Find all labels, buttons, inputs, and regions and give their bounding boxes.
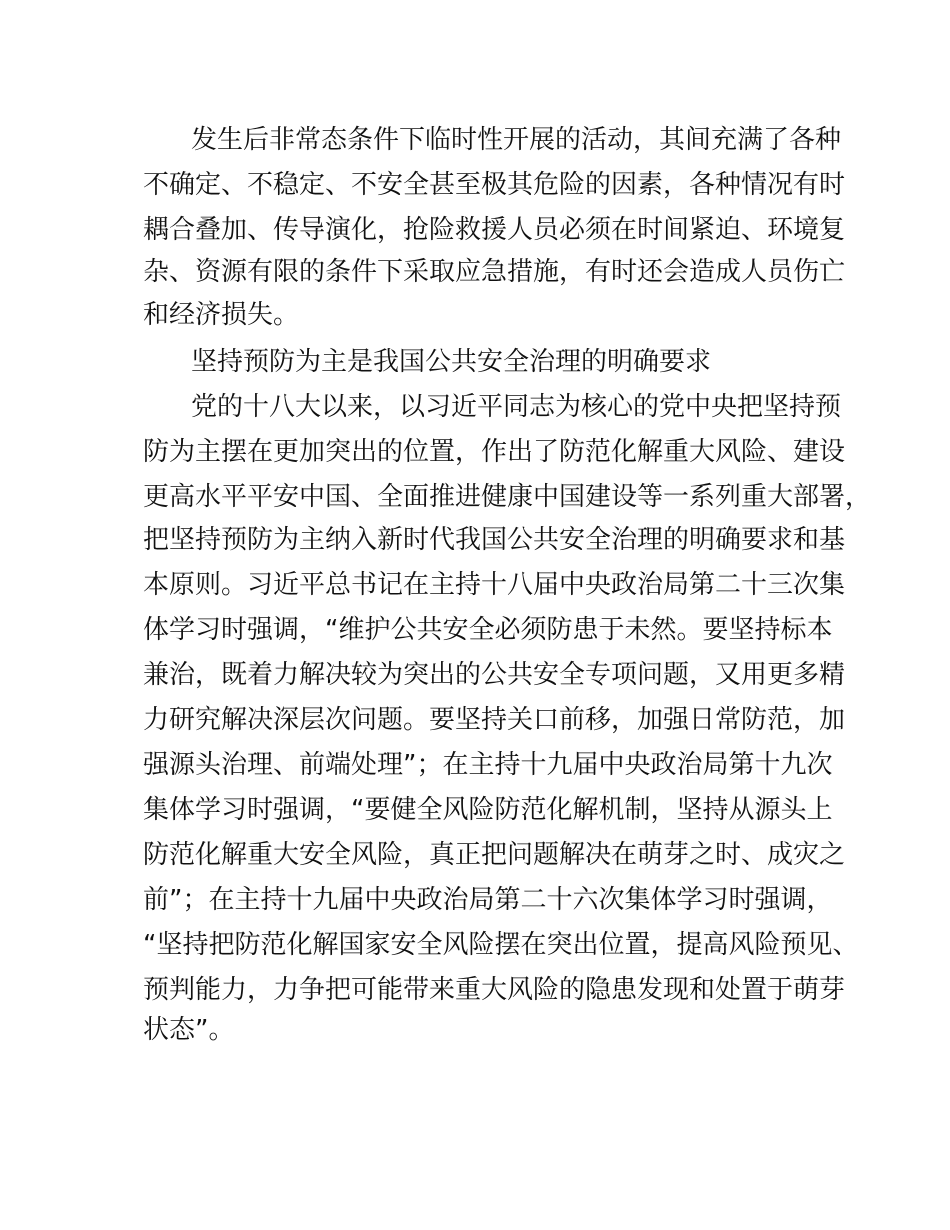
text-line: 更高水平平安中国、全面推进健康中国建设等一系列重大部署， <box>143 482 872 512</box>
text-line: 把坚持预防为主纳入新时代我国公共安全治理的明确要求和基 <box>143 525 846 555</box>
text-line: 党的十八大以来，以习近平同志为核心的党中央把坚持预 <box>191 392 842 422</box>
text-line: “坚持把防范化解国家安全风险摆在突出位置，提高风险预见、 <box>143 930 859 960</box>
text-line: 集体学习时强调，“要健全风险防范化解机制，坚持从源头上 <box>143 795 833 825</box>
text-line: 杂、资源有限的条件下采取应急措施，有时还会造成人员伤亡 <box>143 257 846 287</box>
section-heading: 坚持预防为主是我国公共安全治理的明确要求 <box>191 347 712 377</box>
text-line: 和经济损失。 <box>143 300 300 330</box>
text-line: 耦合叠加、传导演化，抢险救援人员必须在时间紧迫、环境复 <box>143 215 846 245</box>
text-line: 防为主摆在更加突出的位置，作出了防范化解重大风险、建设 <box>143 437 846 467</box>
text-line: 前”；在主持十九届中央政治局第二十六次集体学习时强调， <box>143 885 833 915</box>
text-line: 状态”。 <box>143 1015 235 1045</box>
text-line: 强源头治理、前端处理”；在主持十九届中央政治局第十九次 <box>143 750 833 780</box>
text-line: 力研究解决深层次问题。要坚持关口前移，加强日常防范，加 <box>143 705 846 735</box>
text-line: 不确定、不稳定、不安全甚至极其危险的因素，各种情况有时 <box>143 170 846 200</box>
text-line: 发生后非常态条件下临时性开展的活动，其间充满了各种 <box>191 125 842 155</box>
text-line: 兼治，既着力解决较为突出的公共安全专项问题，又用更多精 <box>143 660 846 690</box>
text-line: 预判能力，力争把可能带来重大风险的隐患发现和处置于萌芽 <box>143 975 846 1005</box>
text-line: 本原则。习近平总书记在主持十八届中央政治局第二十三次集 <box>143 570 846 600</box>
text-line: 防范化解重大安全风险，真正把问题解决在萌芽之时、成灾之 <box>143 840 846 870</box>
text-line: 体学习时强调，“维护公共安全必须防患于未然。要坚持标本 <box>143 615 833 645</box>
